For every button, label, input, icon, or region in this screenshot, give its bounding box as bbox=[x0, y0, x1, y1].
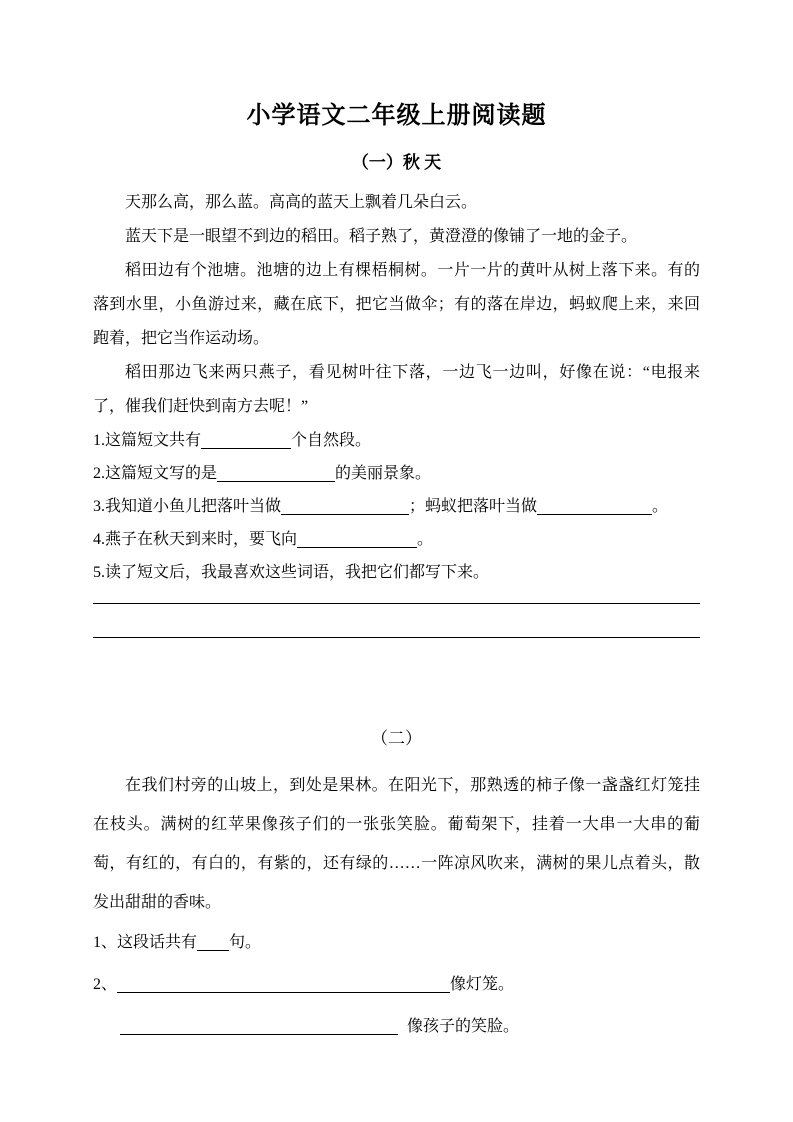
section-one-passage bbox=[93, 186, 700, 424]
question-text: 3.我知道小鱼儿把落叶当做 bbox=[93, 498, 282, 515]
passage-paragraph: 在我们村旁的山坡上，到处是果林。在阳光下，那熟透的柿子像一盏盏红灯笼挂在枝头。满树的红苹果像孩子们的一张张笑脸。葡萄架下，挂着一大串一大串的葡萄，有红的，有白的，有紫的，还有绿的……一阵凉风吹来，满树的果儿点着头，散发出甜甜的香味。 bbox=[93, 777, 700, 911]
answer-line bbox=[93, 603, 700, 604]
section-two-questions bbox=[93, 922, 700, 1048]
passage-paragraph: 稻田边有个池塘。池塘的边上有棵梧桐树。一片一片的黄叶从树上落下来。有的落到水里，小鱼游过来，藏在底下，把它当做伞；有的落在岸边，蚂蚁爬上来，来回跑着，把它当作运动场。 bbox=[93, 262, 700, 347]
question-line bbox=[93, 922, 700, 964]
question-text: 句。 bbox=[229, 934, 262, 951]
question-text: 像孩子的笑脸。 bbox=[407, 1018, 520, 1035]
question-line bbox=[93, 424, 700, 457]
answer-blank bbox=[217, 465, 335, 482]
question-text: 。 bbox=[417, 531, 434, 548]
passage-paragraph: 蓝天下是一眼望不到边的稻田。稻子熟了，黄澄澄的像铺了一地的金子。 bbox=[125, 228, 638, 245]
section-one bbox=[93, 150, 700, 638]
section-two-heading: （二） bbox=[371, 729, 422, 748]
question-line bbox=[93, 964, 700, 1006]
answer-blank bbox=[281, 498, 409, 515]
section-two bbox=[93, 726, 700, 1048]
question-line bbox=[93, 490, 700, 523]
answer-blank bbox=[201, 432, 291, 449]
question-text: 1、这段话共有 bbox=[93, 934, 198, 951]
question-text: 个自然段。 bbox=[291, 432, 372, 449]
section-one-heading: （一）秋 天 bbox=[351, 153, 442, 172]
answer-blank bbox=[537, 498, 652, 515]
question-text: 2、 bbox=[93, 976, 118, 993]
question-text: 5.读了短文后，我最喜欢这些词语，我把它们都写下来。 bbox=[93, 564, 490, 581]
question-text: ；蚂蚁把落叶当做 bbox=[409, 498, 538, 515]
passage-paragraph: 稻田那边飞来两只燕子，看见树叶往下落，一边飞一边叫，好像在说：“电报来了，催我们赶快到南方去呢！” bbox=[93, 364, 700, 415]
question-text: 像灯笼。 bbox=[450, 976, 515, 993]
passage-paragraph: 天那么高，那么蓝。高高的蓝天上飘着几朵白云。 bbox=[125, 194, 478, 211]
section-one-questions bbox=[93, 424, 700, 589]
answer-blank bbox=[297, 531, 417, 548]
question-line bbox=[93, 523, 700, 556]
question-text: 1.这篇短文共有 bbox=[93, 432, 202, 449]
question-line bbox=[93, 1006, 700, 1048]
answer-blank bbox=[120, 1018, 398, 1035]
answer-line bbox=[93, 637, 700, 638]
answer-blank bbox=[197, 934, 229, 951]
question-line bbox=[93, 457, 700, 490]
section-two-passage bbox=[93, 766, 700, 922]
question-line bbox=[93, 556, 700, 589]
document-title: 小学语文二年级上册阅读题 bbox=[246, 103, 547, 129]
question-text: 2.这篇短文写的是 bbox=[93, 465, 218, 482]
question-text: 。 bbox=[652, 498, 669, 515]
answer-blank bbox=[117, 976, 450, 993]
question-text: 4.燕子在秋天到来时，要飞向 bbox=[93, 531, 298, 548]
question-text: 的美丽景象。 bbox=[335, 465, 432, 482]
